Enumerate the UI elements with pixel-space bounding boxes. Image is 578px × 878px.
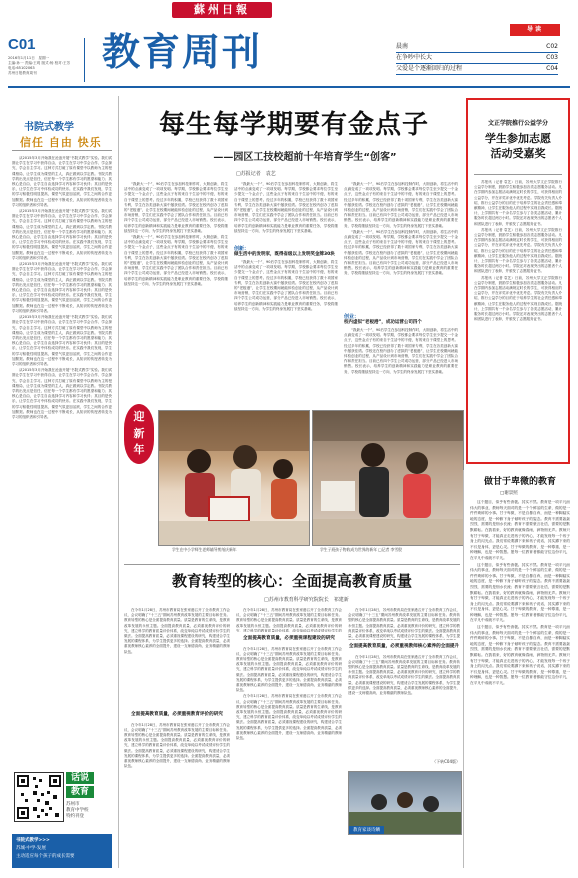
masthead-meta <box>8 56 84 76</box>
lower-byline: □苏州市教育科学研究院院长 祁建新 <box>264 597 349 603</box>
sidebar-box <box>466 98 570 464</box>
sidebar-paragraph: 苏报讯（记者 袁艺）日前，苏州大学文正学院推行公益学分制度，鼓励学生积极参加各类志愿服务活动。凡在学期内参加志愿活动满规定时长的学生，可获得相应的公益学分，并在评奖评优中优先考虑。学院有关负责人介绍，推行公益学分的目的在于培养学生的社会责任感和奉献精神，让学生在服务他人的过程中实现自我成长。据统计，上学期共有一千余名学生参与了各类志愿活动，累计服务时长超过两万小时。学院还对表现突出的志愿者个人和团队进行了表彰，并颁发了志愿服务证书。 <box>474 227 562 274</box>
main-paragraph: “我最大一个”，90后学生在参加科技制作时，大胆创新，将生活中的点滴变成了一项项发明。每学期，学校都会要求每位学生至少提交一个金点子，这些金点子有的来自于生活中的不便，有的来自于课堂上的思考。经过多年的积累，学校已经获得了数十项国家专利，学生在各类创新大赛中屡获佳绩。学校还在校内创办了虚拟的“老板港”，让学生在校期间就能体验创业的过程，从产品设计到市场营销，学生们在实践中学会了团队合作和责任担当。目前已有四个学生公司成功运营，部分产品已经进入市场销售。校长表示，培养学生的创新精神和实践能力是职业教育的重要任务，学校将继续坚持这一方向，为学生的终身发展打下坚实基础。 <box>344 229 458 276</box>
main-headline: 每生每学期要有金点子 <box>158 110 429 140</box>
main-subhead: ——园区工技校超前十年培育学生“创客” <box>213 152 397 163</box>
lower-photo <box>348 771 462 835</box>
index-item-page: C02 <box>546 43 558 50</box>
lower-headline: 教育转型的核心：全面提高教育质量 <box>171 572 412 590</box>
qr-code[interactable] <box>14 772 64 822</box>
column-divider <box>118 96 119 868</box>
lower-paragraph: 在今年1月28日，苏州市教育局在张家港召开了全市教育工作会议，会议明确了“十三五”期间苏州教育改革发展的主要目标和任务。教育转型的核心是全面提高教育质量。质量是教育的生命线，是教育改革发展的永恒主题。全面提高教育质量，必须重视教育评价的研究，建立科学的教育质量评价体系，改变单纯以考试成绩评价学生的做法。全面提高教育质量，必须重视课程建设的研究，构建适合学生发展的课程体系，为学生提供更多的选择。全面提高教育质量，必须重视教师核心素养的全面提升，建设一支师德高尚、业务精湛的教师队伍。 <box>124 608 230 654</box>
main-paragraph: “我最大一个”，90后学生在参加科技制作时，大胆创新，将生活中的点滴变成了一项项发明。每学期，学校都会要求每位学生至少提交一个金点子，这些金点子有的来自于生活中的不便，有的来自于课堂上的思考。经过多年的积累，学校已经获得了数十项国家专利，学生在各类创新大赛中屡获佳绩。学校还在校内创办了虚拟的“老板港”，让学生在校期间就能体验创业的过程，从产品设计到市场营销，学生们在实践中学会了团队合作和责任担当。目前已有四个学生公司成功运营，部分产品已经进入市场销售。校长表示，培养学生的创新精神和实践能力是职业教育的重要任务，学校将继续坚持这一方向，为学生的终身发展打下坚实基础。 <box>234 260 338 311</box>
main-subhead-label: 创新： <box>234 246 250 252</box>
left-paragraph: 从2015年3月开始我在沧浪开展“书院式教学”实验。我们试图让学生在学习中获得自由，让学生在学习中学会合作、学会探究、学会自主学习。这种方式打破了原有课堂中以教师为主的授课格局，让学生成为课堂的主人，真正做到以学定教。书院式教学的出发点是信任，信任每一个学生都有学习的愿望和能力；其核心是自由，让学生自由选择学习内容和学习伙伴；其目的是快乐，让学生在学习中体验成功的快乐。在实践中我们发现，学生的学习积极性明显提高，课堂气氛更加活跃，学生之间的合作更加默契。教师也在这一过程中不断成长，从知识的传授者转变为学习的组织者和引导者。 <box>12 368 112 419</box>
masthead-logo <box>172 2 272 18</box>
left-rule <box>12 150 112 151</box>
index-item[interactable] <box>396 42 558 53</box>
left-kicker: 书院式教学 <box>24 122 74 133</box>
index-item-title: 晨南 <box>396 43 409 50</box>
main-subhead-text: 做生活中的发明家，既得省级以上发明奖金牌30块 <box>234 252 335 257</box>
lower-photo-tag: 教育家谈诗鳞 <box>349 826 384 834</box>
photo-left <box>158 410 310 546</box>
index-item-page: C03 <box>546 54 558 61</box>
qr-caption-big <box>66 772 94 798</box>
qr-caption-line: 教育中学校 <box>66 808 89 813</box>
main-paragraph: “我最大一个”，90后学生在参加科技制作时，大胆创新，将生活中的点滴变成了一项项发明。每学期，学校都会要求每位学生至少提交一个金点子，这些金点子有的来自于生活中的不便，有的来自于课堂上的思考。经过多年的积累，学校已经获得了数十项国家专利，学生在各类创新大赛中屡获佳绩。学校还在校内创办了虚拟的“老板港”，让学生在校期间就能体验创业的过程，从产品设计到市场营销，学生们在实践中学会了团队合作和责任担当。目前已有四个学生公司成功运营，部分产品已经进入市场销售。校长表示，培养学生的创新精神和实践能力是职业教育的重要任务，学校将继续坚持这一方向，为学生的终身发展打下坚实基础。 <box>234 182 338 233</box>
main-article-col-3b <box>344 328 458 388</box>
sidebar-title-line: 文正学院推行公益学分 <box>487 120 548 127</box>
photo-badge <box>124 404 154 464</box>
main-byline: □苏报记者 袁艺 <box>236 171 276 177</box>
index-item-title: 在争吵中长大 <box>396 54 433 61</box>
lower-col-2 <box>236 608 342 860</box>
qr-caption-big-line: 话说 <box>66 772 94 784</box>
right-byline: □谢景照 <box>500 491 518 496</box>
main-article-col-1 <box>124 182 228 397</box>
index-item[interactable] <box>396 64 558 75</box>
lower-footer-note: （下转C04版） <box>432 758 460 764</box>
meta-line: 主编:孙一 责编:王玥 版式:杨 校对:王芳 <box>8 61 71 65</box>
page-number: C01 <box>8 36 36 53</box>
qr-code-graphic <box>15 773 63 821</box>
lower-paragraph: 在今年1月28日，苏州市教育局在张家港召开了全市教育工作会议，会议明确了“十三五”期间苏州教育改革发展的主要目标和任务。教育转型的核心是全面提高教育质量。质量是教育的生命线，是教育改革发展的永恒主题。全面提高教育质量，必须重视教育评价的研究，建立科学的教育质量评价体系，改变单纯以考试成绩评价学生的 <box>236 608 342 632</box>
main-subhead-text: 校内虚拟“老板港”，成功运营公司四个 <box>344 320 422 325</box>
masthead-logo-text: 蘇州日報 <box>194 3 250 16</box>
meta-line: 2016年1月11日 星期一 <box>8 56 50 60</box>
lower-text <box>348 655 460 755</box>
main-col3-wrap <box>344 182 458 397</box>
photo-block <box>124 404 462 556</box>
main-paragraph: “我最大一个”，90后学生在参加科技制作时，大胆创新，将生活中的点滴变成了一项项发明。每学期，学校都会要求每位学生至少提交一个金点子，这些金点子有的来自于生活中的不便，有的来自于课堂上的思考。经过多年的积累，学校已经获得了数十项国家专利，学生在各类创新大赛中屡获佳绩。学校还在校内创办了虚拟的“老板港”，让学生在校期间就能体验创业的过程，从产品设计到市场营销，学生们在实践中学会了团队合作和责任担当。目前已有四个学生公司成功运营，部分产品已经进入市场销售。校长表示，培养学生的创新精神和实践能力是职业教育的重要任务，学校将继续坚持这一方向，为学生的终身发展打下坚实基础。 <box>124 182 228 233</box>
lower-text <box>124 608 230 708</box>
sidebar-paragraph: 苏报讯（记者 袁艺）日前，苏州大学文正学院推行公益学分制度，鼓励学生积极参加各类志愿服务活动。凡在学期内参加志愿活动满规定时长的学生，可获得相应的公益学分，并在评奖评优中优先考虑。学院有关负责人介绍，推行公益学分的目的在于培养学生的社会责任感和奉献精神，让学生在服务他人的过程中实现自我成长。据统计，上学期共有一千余名学生参与了各类志愿活动，累计服务时长超过两万小时。学院还对表现突出的志愿者个人和团队进行了表彰，并颁发了志愿服务证书。 <box>474 275 562 322</box>
section-title: 教育周刊 <box>102 29 263 74</box>
index-item[interactable] <box>396 53 558 64</box>
left-paragraph: 从2015年3月开始我在沧浪开展“书院式教学”实验。我们试图让学生在学习中获得自由，让学生在学习中学会合作、学会探究、学会自主学习。这种方式打破了原有课堂中以教师为主的授课格局，让学生成为课堂的主人，真正做到以学定教。书院式教学的出发点是信任，信任每一个学生都有学习的愿望和能力；其核心是自由，让学生自由选择学习内容和学习伙伴；其目的是快乐，让学生在学习中体验成功的快乐。在实践中我们发现，学生的学习积极性明显提高，课堂气氛更加活跃，学生之间的合作更加默契。教师也在这一过程中不断成长，从知识的传授者转变为学习的组织者和引导者。 <box>12 209 112 260</box>
main-paragraph: “我最大一个”，90后学生在参加科技制作时，大胆创新，将生活中的点滴变成了一项项发明。每学期，学校都会要求每位学生至少提交一个金点子，这些金点子有的来自于生活中的不便，有的来自于课堂上的思考。经过多年的积累，学校已经获得了数十项国家专利，学生在各类创新大赛中屡获佳绩。学校还在校内创办了虚拟的“老板港”，让学生在校期间就能体验创业的过程，从产品设计到市场营销，学生们在实践中学会了团队合作和责任担当。目前已有四个学生公司成功运营，部分产品已经进入市场销售。校长表示，培养学生的创新精神和实践能力是职业教育的重要任务，学校将继续坚持这一方向，为学生的终身发展打下坚实基础。 <box>124 235 228 286</box>
sidebar-title <box>468 100 568 161</box>
left-footer-line: 书院式教学>>> <box>16 838 50 843</box>
lower-photo-scene <box>349 772 461 834</box>
index-item-page: C04 <box>546 65 558 72</box>
left-footer-line: 主动适应每个孩子的成长需要 <box>16 854 75 859</box>
lower-paragraph: 在今年1月28日，苏州市教育局在张家港召开了全市教育工作会议，会议明确了“十三五”期间苏州教育改革发展的主要目标和任务。教育转型的核心是全面提高教育质量。质量是教育的生命线，是教育改革发展的永恒主题。全面提高教育质量，必须重视教育评价的研究，建立科学的教育质量评价体系，改变单纯以考试成绩评价学生的做法。全面提高教育质量，必须重视课程建设的研究，构建适合学生发展的课程体系，为学生提供更多的选择。全面提高教育质量，必须重视教师核心素养的全面提升，建设一支师德高尚、业务精湛的教师队伍。 <box>236 646 342 693</box>
right-headline: 做甘于卑微的教育 <box>483 477 556 487</box>
left-headline: 信任 自由 快乐 <box>20 136 102 149</box>
qr-caption-small <box>66 802 106 820</box>
meta-line: 苏州日报教育周刊 <box>8 71 37 75</box>
main-paragraph: “我最大一个”，90后学生在参加科技制作时，大胆创新，将生活中的点滴变成了一项项发明。每学期，学校都会要求每位学生至少提交一个金点子，这些金点子有的来自于生活中的不便，有的来自于课堂上的思考。经过多年的积累，学校已经获得了数十项国家专利，学生在各类创新大赛中屡获佳绩。学校还在校内创办了虚拟的“老板港”，让学生在校期间就能体验创业的过程，从产品设计到市场营销，学生们在实践中学会了团队合作和责任担当。目前已有四个学生公司成功运营，部分产品已经进入市场销售。校长表示，培养学生的创新精神和实践能力是职业教育的重要任务，学校将继续坚持这一方向，为学生的终身发展打下坚实基础。 <box>344 182 458 228</box>
main-article-col-2 <box>234 182 338 242</box>
lower-subhead: 全面提高教育质量，必须重视教师核心素养的全面提升 <box>348 644 460 649</box>
lower-text <box>236 608 342 632</box>
sidebar-title-line: 学生参加志愿 <box>485 132 551 145</box>
main-subhead-label: 创业： <box>344 314 360 320</box>
left-article-body <box>12 156 112 764</box>
masthead-divider <box>84 38 85 82</box>
index-item-title: 父爱是个逐渐回归的过程 <box>396 65 463 72</box>
main-paragraph: “我最大一个”，90后学生在参加科技制作时，大胆创新，将生活中的点滴变成了一项项发明。每学期，学校都会要求每位学生至少提交一个金点子，这些金点子有的来自于生活中的不便，有的来自于课堂上的思考。经过多年的积累，学校已经获得了数十项国家专利，学生在各类创新大赛中屡获佳绩。学校还在校内创办了虚拟的“老板港”，让学生在校期间就能体验创业的过程，从产品设计到市场营销，学生们在实践中学会了团队合作和责任担当。目前已有四个学生公司成功运营，部分产品已经进入市场销售。校长表示，培养学生的创新精神和实践能力是职业教育的重要任务，学校将继续坚持这一方向，为学生的终身发展打下坚实基础。 <box>344 328 458 374</box>
photo-caption-left: 学生在中小学师生老师辅导剪纸庆新年 <box>172 547 237 552</box>
photo-right <box>312 410 464 546</box>
main-col2-wrap <box>234 182 338 397</box>
lower-col-3 <box>348 608 460 860</box>
lower-text <box>124 723 230 853</box>
qr-caption-line: 特约刊登 <box>66 814 84 819</box>
lower-col-1 <box>124 608 230 860</box>
main-article-col-3 <box>344 182 458 310</box>
photo-caption-right: 学生子班孩子物收成为世界的新年 □记者 李雪殷 <box>320 547 402 552</box>
left-paragraph: 从2015年3月开始我在沧浪开展“书院式教学”实验。我们试图让学生在学习中获得自由，让学生在学习中学会合作、学会探究、学会自主学习。这种方式打破了原有课堂中以教师为主的授课格局，让学生成为课堂的主人，真正做到以学定教。书院式教学的出发点是信任，信任每一个学生都有学习的愿望和能力；其核心是自由，让学生自由选择学习内容和学习伙伴；其目的是快乐，让学生在学习中体验成功的快乐。在实践中我们发现，学生的学习积极性明显提高，课堂气氛更加活跃，学生之间的合作更加默契。教师也在这一过程中不断成长，从知识的传授者转变为学习的组织者和引导者。 <box>12 156 112 207</box>
photo-badge-char: 迎 <box>133 410 145 423</box>
sidebar-paragraph: 苏报讯（记者 袁艺）日前，苏州大学文正学院推行公益学分制度，鼓励学生积极参加各类志愿服务活动。凡在学期内参加志愿活动满规定时长的学生，可获得相应的公益学分，并在评奖评优中优先考虑。学院有关负责人介绍，推行公益学分的目的在于培养学生的社会责任感和奉献精神，让学生在服务他人的过程中实现自我成长。据统计，上学期共有一千余名学生参与了各类志愿活动，累计服务时长超过两万小时。学院还对表现突出的志愿者个人和团队进行了表彰，并颁发了志愿服务证书。 <box>474 180 562 226</box>
sidebar-title-line: 活动受嘉奖 <box>490 147 546 160</box>
right-article-body <box>470 500 570 868</box>
sidebar-rule <box>474 174 562 175</box>
photo-badge-char: 年 <box>133 443 145 456</box>
qr-caption-line: 苏州市 <box>66 802 80 807</box>
qr-caption-big-line: 教育 <box>66 786 94 798</box>
sidebar-body <box>474 180 562 458</box>
left-paragraph: 从2015年3月开始我在沧浪开展“书院式教学”实验。我们试图让学生在学习中获得自由，让学生在学习中学会合作、学会探究、学会自主学习。这种方式打破了原有课堂中以教师为主的授课格局，让学生成为课堂的主人，真正做到以学定教。书院式教学的出发点是信任，信任每一个学生都有学习的愿望和能力；其核心是自由，让学生自由选择学习内容和学习伙伴；其目的是快乐，让学生在学习中体验成功的快乐。在实践中我们发现，学生的学习积极性明显提高，课堂气氛更加活跃，学生之间的合作更加默契。教师也在这一过程中不断成长，从知识的传授者转变为学习的组织者和引导者。 <box>12 262 112 313</box>
index-label: 导读 <box>526 26 543 33</box>
photo-left-scene <box>159 411 309 545</box>
lower-paragraph: 在今年1月28日，苏州市教育局在张家港召开了全市教育工作会议，会议明确了“十三五”期间苏州教育改革发展的主要目标和任务。教育转型的核心是全面提高教育质量。质量是教育的生命线，是教育改革发展的永恒主题。全面提高教育质量，必须重视教育评价的研究，建立科学的教育质量评价体系，改变单纯以考试成绩评价学生的做法。全面提高教育质量，必须重视课程建设的研究，构建适合学生发展的课程体系，为学生提供更多的选择。全面提高教育质量，必须重视教师核心素养的全面提升，建设一支师德高尚、业务精湛的教师队伍。 <box>124 722 230 769</box>
right-paragraph: 这个题目，似乎有些消极。其实不然。教育是一项平凡而伟大的事业，教师每天面对的是一个个鲜活的生命，做的是一件件琐碎的小事。甘于卑微，不是自暴自弃，而是一种脚踏实地的态度，是一种俯下身子倾听孩子的姿态。教育不需要轰轰烈烈，需要的是细水长流；教育不需要豪言壮语，需要的是默默耕耘。在我看来，好的教育就像春雨，润物细无声。教师只有甘于卑微，才能真正走进孩子的内心，才能发现每一个孩子身上的闪光点。我们常说要蹲下来和孩子说话，其实蹲下来的不仅是身体，更是心灵。甘于卑微的教育，是一种尊重，是一种理解，也是一种智慧。愿每一位教育者都能守住这份平凡，在平凡中成就不平凡。 <box>470 625 570 685</box>
column-divider <box>463 470 464 868</box>
right-paragraph: 这个题目，似乎有些消极。其实不然。教育是一项平凡而伟大的事业，教师每天面对的是一个个鲜活的生命，做的是一件件琐碎的小事。甘于卑微，不是自暴自弃，而是一种脚踏实地的态度，是一种俯下身子倾听孩子的姿态。教育不需要轰轰烈烈，需要的是细水长流；教育不需要豪言壮语，需要的是默默耕耘。在我看来，好的教育就像春雨，润物细无声。教师只有甘于卑微，才能真正走进孩子的内心，才能发现每一个孩子身上的闪光点。我们常说要蹲下来和孩子说话，其实蹲下来的不仅是身体，更是心灵。甘于卑微的教育，是一种尊重，是一种理解，也是一种智慧。愿每一位教育者都能守住这份平凡，在平凡中成就不平凡。 <box>470 500 570 560</box>
masthead-rule <box>8 86 570 88</box>
lower-text <box>236 647 342 853</box>
lower-subhead: 全面提高教育质量，必须重视课程建设的研究 <box>243 636 335 641</box>
photo-right-scene <box>313 411 463 545</box>
lower-subhead: 全面提高教育质量，必须重视教育评价的研究 <box>131 712 223 717</box>
lower-paragraph: 在今年1月28日，苏州市教育局在张家港召开了全市教育工作会议，会议明确了“十三五”期间苏州教育改革发展的主要目标和任务。教育转型的核心是全面提高教育质量。质量是教育的生命线，是教育改革发展的永恒主题。全面提高教育质量，必须重视教育评价的研究，建立科学的教育质量评价体系，改变单纯以考试成绩评价学生的做法。全面提高教育质量，必须重视课程建设的研究，构建适合学生发展的课程体系，为学生提供更多的选择。全面提高教育质量，必须重视教师核心素养的全面提升，建设一支师德高尚、业务精湛的教师队伍。 <box>348 654 460 695</box>
photo-badge-char: 新 <box>133 427 145 440</box>
right-paragraph: 这个题目，似乎有些消极。其实不然。教育是一项平凡而伟大的事业，教师每天面对的是一个个鲜活的生命，做的是一件件琐碎的小事。甘于卑微，不是自暴自弃，而是一种脚踏实地的态度，是一种俯下身子倾听孩子的姿态。教育不需要轰轰烈烈，需要的是细水长流；教育不需要豪言壮语，需要的是默默耕耘。在我看来，好的教育就像春雨，润物细无声。教师只有甘于卑微，才能真正走进孩子的内心，才能发现每一个孩子身上的闪光点。我们常说要蹲下来和孩子说话，其实蹲下来的不仅是身体，更是心灵。甘于卑微的教育，是一种尊重，是一种理解，也是一种智慧。愿每一位教育者都能守住这份平凡，在平凡中成就不平凡。 <box>470 562 570 623</box>
index-list <box>396 42 558 75</box>
lower-rule <box>124 564 460 565</box>
lower-text <box>348 608 460 640</box>
meta-line: 电话:65102063 <box>8 66 35 70</box>
lower-paragraph: 在今年1月28日，苏州市教育局在张家港召开了全市教育工作会议，会议明确了“十三五”期间苏州教育改革发展的主要目标和任务。教育转型的核心是全面提高教育质量。质量是教育的生命线，是教育改革发展的永恒主题。全面提高教育质量，必须重视教育评价的研究，建立科学的教育质量评价体系，改变单纯以考试成绩评价学生的做法。全面提高教育质量，必须重视课程建设的研究，构建适合学生发展的课程体系，为学生提 <box>348 608 460 639</box>
index-badge <box>510 24 560 36</box>
left-paragraph: 从2015年3月开始我在沧浪开展“书院式教学”实验。我们试图让学生在学习中获得自由，让学生在学习中学会合作、学会探究、学会自主学习。这种方式打破了原有课堂中以教师为主的授课格局，让学生成为课堂的主人，真正做到以学定教。书院式教学的出发点是信任，信任每一个学生都有学习的愿望和能力；其核心是自由，让学生自由选择学习内容和学习伙伴；其目的是快乐，让学生在学习中体验成功的快乐。在实践中我们发现，学生的学习积极性明显提高，课堂气氛更加活跃，学生之间的合作更加默契。教师也在这一过程中不断成长，从知识的传授者转变为学习的组织者和引导者。 <box>12 315 112 366</box>
left-footer-box[interactable] <box>12 834 112 868</box>
lower-paragraph: 在今年1月28日，苏州市教育局在张家港召开了全市教育工作会议，会议明确了“十三五”期间苏州教育改革发展的主要目标和任务。教育转型的核心是全面提高教育质量。质量是教育的生命线，是教育改革发展的永恒主题。全面提高教育质量，必须重视教育评价的研究，建立科学的教育质量评价体系，改变单纯以考试成绩评价学生的做法。全面提高教育质量，必须重视课程建设的研究，构建适合学生发展的课程体系，为学生提供更多的选择。全面提高教育质量，必须重视教师核心素养的全面提升，建设一支师德高尚、业务精湛的教师队伍。 <box>236 694 342 740</box>
main-article-col-2b <box>234 260 338 384</box>
left-footer-line: 苏城·中学·发展 <box>16 846 46 851</box>
